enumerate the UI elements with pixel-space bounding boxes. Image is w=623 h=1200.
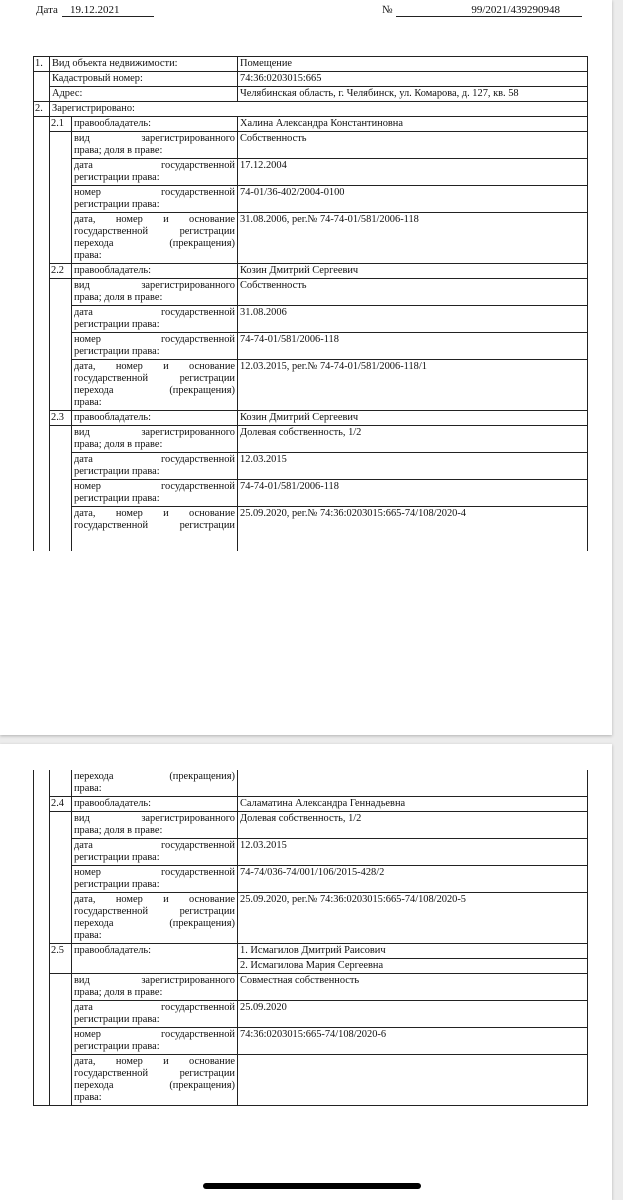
date-label-line1: дата государственной bbox=[74, 1002, 235, 1013]
holder-number: 2.5 bbox=[50, 944, 72, 974]
number-label-line1: номер государственной bbox=[74, 481, 235, 492]
basis-label-line1: дата, номер и основание bbox=[74, 1056, 235, 1067]
date-row bbox=[34, 839, 588, 866]
registered-label: Зарегистрировано: bbox=[50, 102, 588, 117]
row-number: 2. bbox=[34, 102, 50, 117]
number-label-line2: регистрации права: bbox=[74, 199, 160, 210]
holder-value: Козин Дмитрий Сергеевич bbox=[238, 411, 588, 426]
cadastral-row bbox=[34, 72, 588, 87]
kind-value: Долевая собственность, 1/2 bbox=[238, 812, 588, 839]
holder-value: 1. Исмагилов Дмитрий Раисович bbox=[238, 944, 588, 959]
basis-value: 31.08.2006, рег.№ 74-74-01/581/2006-118 bbox=[238, 213, 588, 264]
date-label-line2: регистрации права: bbox=[74, 172, 160, 183]
object-type-value: Помещение bbox=[238, 57, 588, 72]
number-label-line1: номер государственной bbox=[74, 187, 235, 198]
number-value: 74-74/036-74/001/106/2015-428/2 bbox=[238, 866, 588, 893]
basis-value: 12.03.2015, рег.№ 74-74-01/581/2006-118/1 bbox=[238, 360, 588, 411]
date-row bbox=[34, 453, 588, 480]
date-value: 12.03.2015 bbox=[238, 453, 588, 480]
number-label-line1: номер государственной bbox=[74, 867, 235, 878]
holder-value: Козин Дмитрий Сергеевич bbox=[238, 264, 588, 279]
row-number: 1. bbox=[34, 57, 50, 72]
registered-row bbox=[34, 102, 588, 117]
number-row bbox=[34, 333, 588, 360]
kind-label-line2: права; доля в праве: bbox=[74, 145, 163, 156]
kind-row bbox=[34, 974, 588, 1001]
basis-label-line2: государственной регистрации bbox=[74, 226, 235, 237]
date-row bbox=[34, 1001, 588, 1028]
holder-value-2: 2. Исмагилова Мария Сергеевна bbox=[238, 959, 588, 974]
basis-row bbox=[34, 360, 588, 411]
kind-row bbox=[34, 279, 588, 306]
holder-row bbox=[34, 117, 588, 132]
kind-row bbox=[34, 426, 588, 453]
kind-label-line2: права; доля в праве: bbox=[74, 292, 163, 303]
holder-number: 2.1 bbox=[50, 117, 72, 132]
basis-label-line4: права: bbox=[74, 250, 102, 261]
cadastral-label: Кадастровый номер: bbox=[50, 72, 238, 87]
number-row bbox=[34, 186, 588, 213]
basis-row bbox=[34, 213, 588, 264]
number-label: № bbox=[382, 4, 393, 16]
date-row bbox=[34, 159, 588, 186]
kind-label-line1: вид зарегистрированного bbox=[74, 427, 235, 438]
basis-label-line1: дата, номер и основание bbox=[74, 508, 235, 519]
holder-row bbox=[34, 944, 588, 959]
kind-value: Собственность bbox=[238, 279, 588, 306]
kind-label-line2: права; доля в праве: bbox=[74, 439, 163, 450]
date-row bbox=[34, 306, 588, 333]
date-value: 31.08.2006 bbox=[238, 306, 588, 333]
holder-number: 2.4 bbox=[50, 797, 72, 812]
basis-label-line1: дата, номер и основание bbox=[74, 214, 235, 225]
kind-label-line2: права; доля в праве: bbox=[74, 987, 163, 998]
basis-label-line1: дата, номер и основание bbox=[74, 894, 235, 905]
basis-continuation-row bbox=[34, 770, 588, 797]
date-label-line1: дата государственной bbox=[74, 160, 235, 171]
basis-label-line4: права: bbox=[74, 930, 102, 941]
date-label: Дата bbox=[36, 4, 58, 16]
document-page-2 bbox=[0, 744, 612, 1200]
object-type-label: Вид объекта недвижимости: bbox=[50, 57, 238, 72]
number-value: 74-01/36-402/2004-0100 bbox=[238, 186, 588, 213]
number-label-line2: регистрации права: bbox=[74, 493, 160, 504]
kind-value: Совместная собственность bbox=[238, 974, 588, 1001]
holder-label: правообладатель: bbox=[72, 411, 238, 426]
basis-value: 25.09.2020, рег.№ 74:36:0203015:665-74/108/2020-4 bbox=[238, 507, 588, 552]
basis-label-line2: государственной регистрации bbox=[74, 373, 235, 384]
extract-table-part2 bbox=[33, 770, 588, 1106]
object-type-row bbox=[34, 57, 588, 72]
holder-value: Саламатина Александра Геннадьевна bbox=[238, 797, 588, 812]
holder-row bbox=[34, 264, 588, 279]
date-label-line2: регистрации права: bbox=[74, 319, 160, 330]
date-value: 25.09.2020 bbox=[238, 1001, 588, 1028]
home-indicator[interactable] bbox=[203, 1183, 421, 1189]
number-label-line1: номер государственной bbox=[74, 1029, 235, 1040]
holder-number: 2.3 bbox=[50, 411, 72, 426]
extract-table-part1 bbox=[33, 56, 588, 551]
basis-label-line3: перехода (прекращения) bbox=[74, 771, 235, 782]
number-label-line2: регистрации права: bbox=[74, 1041, 160, 1052]
number-label-line1: номер государственной bbox=[74, 334, 235, 345]
address-label: Адрес: bbox=[50, 87, 238, 102]
basis-label-line2: государственной регистрации bbox=[74, 520, 235, 531]
basis-row bbox=[34, 507, 588, 552]
date-label-line2: регистрации права: bbox=[74, 1014, 160, 1025]
address-value: Челябинская область, г. Челябинск, ул. Комарова, д. 127, кв. 58 bbox=[238, 87, 588, 102]
basis-row bbox=[34, 1055, 588, 1106]
basis-label-line4: права: bbox=[74, 1092, 102, 1103]
date-value: 17.12.2004 bbox=[238, 159, 588, 186]
date-label-line2: регистрации права: bbox=[74, 852, 160, 863]
kind-label-line1: вид зарегистрированного bbox=[74, 813, 235, 824]
kind-row bbox=[34, 132, 588, 159]
kind-label-line1: вид зарегистрированного bbox=[74, 133, 235, 144]
number-row bbox=[34, 480, 588, 507]
date-label-line2: регистрации права: bbox=[74, 466, 160, 477]
basis-row bbox=[34, 893, 588, 944]
number-value: 74-74-01/581/2006-118 bbox=[238, 480, 588, 507]
date-label-line1: дата государственной bbox=[74, 454, 235, 465]
date-value: 12.03.2015 bbox=[238, 839, 588, 866]
date-value: 19.12.2021 bbox=[62, 4, 154, 17]
address-row bbox=[34, 87, 588, 102]
basis-label-line3: перехода (прекращения) bbox=[74, 385, 235, 396]
kind-label-line2: права; доля в праве: bbox=[74, 825, 163, 836]
basis-label-line1: дата, номер и основание bbox=[74, 361, 235, 372]
kind-row bbox=[34, 812, 588, 839]
number-row bbox=[34, 1028, 588, 1055]
number-label-line2: регистрации права: bbox=[74, 346, 160, 357]
number-value: 74-74-01/581/2006-118 bbox=[238, 333, 588, 360]
holder-label: правообладатель: bbox=[72, 117, 238, 132]
basis-label-line3: перехода (прекращения) bbox=[74, 918, 235, 929]
cadastral-value: 74:36:0203015:665 bbox=[238, 72, 588, 87]
holder-label: правообладатель: bbox=[72, 944, 238, 974]
holder-row bbox=[34, 411, 588, 426]
date-label-line1: дата государственной bbox=[74, 840, 235, 851]
basis-label-line2: государственной регистрации bbox=[74, 1068, 235, 1079]
kind-label-line1: вид зарегистрированного bbox=[74, 975, 235, 986]
number-label-line2: регистрации права: bbox=[74, 879, 160, 890]
basis-label-line3: перехода (прекращения) bbox=[74, 238, 235, 249]
basis-label-line3: перехода (прекращения) bbox=[74, 1080, 235, 1091]
basis-label-line2: государственной регистрации bbox=[74, 906, 235, 917]
holder-label: правообладатель: bbox=[72, 264, 238, 279]
basis-label-line4: права: bbox=[74, 397, 102, 408]
date-label-line1: дата государственной bbox=[74, 307, 235, 318]
document-header bbox=[0, 4, 612, 20]
basis-value bbox=[238, 1055, 588, 1106]
kind-label-line1: вид зарегистрированного bbox=[74, 280, 235, 291]
number-value: 74:36:0203015:665-74/108/2020-6 bbox=[238, 1028, 588, 1055]
basis-label-line4: права: bbox=[74, 783, 102, 794]
holder-row bbox=[34, 797, 588, 812]
basis-value: 25.09.2020, рег.№ 74:36:0203015:665-74/108/2020-5 bbox=[238, 893, 588, 944]
holder-number: 2.2 bbox=[50, 264, 72, 279]
number-row bbox=[34, 866, 588, 893]
number-value: 99/2021/439290948 bbox=[396, 4, 582, 17]
holder-label: правообладатель: bbox=[72, 797, 238, 812]
kind-value: Долевая собственность, 1/2 bbox=[238, 426, 588, 453]
kind-value: Собственность bbox=[238, 132, 588, 159]
holder-value: Халина Александра Константиновна bbox=[238, 117, 588, 132]
